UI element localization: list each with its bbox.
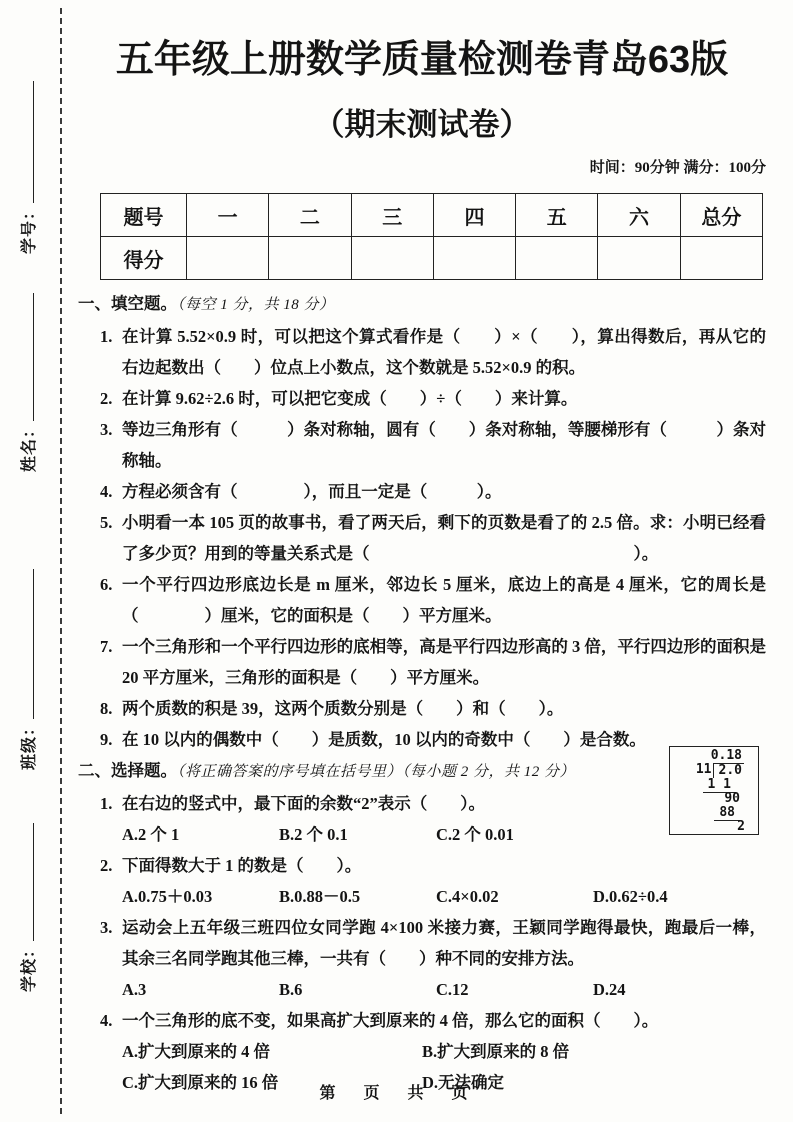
student-id-label: 学号： [21, 202, 38, 254]
score-table-cell: 四 [433, 194, 515, 237]
question-text: 一个平行四边形底边长是 m 厘米，邻边长 5 厘米，底边上的高是 4 厘米，它的周长是（ ）厘米，它的面积是（ ）平方厘米。 [122, 575, 766, 625]
options-row [78, 974, 766, 1005]
question-number: 2. [100, 389, 113, 408]
division-quotient: 0.18 [710, 748, 742, 763]
class-label: 班级： [21, 718, 38, 770]
question [78, 724, 766, 755]
options-row [78, 819, 766, 850]
question [78, 476, 766, 507]
question-text: 一个三角形和一个平行四边形的底相等，高是平行四边形高的 3 倍，平行四边形的面积是 20 平方厘米，三角形的面积是（ ）平方厘米。 [122, 637, 766, 687]
division-divisor: 11 [695, 762, 712, 777]
question-number: 3. [100, 918, 113, 937]
score-table-cell: 题号 [101, 194, 187, 237]
class-blank [29, 569, 34, 719]
question-number: 1. [100, 327, 113, 346]
question [78, 788, 766, 819]
section2-note: （将正确答案的序号填在括号里）（每小题 2 分，共 12 分） [177, 764, 576, 780]
question-text: 等边三角形有（ ）条对称轴，圆有（ ）条对称轴，等腰梯形有（ ）条对称轴。 [122, 420, 766, 470]
score-table-score-row [101, 237, 763, 280]
question [78, 1005, 766, 1036]
school-field [16, 823, 39, 992]
question-text: 在右边的竖式中，最下面的余数“2”表示（ ）。 [122, 794, 485, 813]
score-table-cell: 一 [187, 194, 269, 237]
question-number: 3. [100, 420, 113, 439]
section2-heading [78, 755, 766, 788]
question [78, 414, 766, 476]
student-name-field [16, 293, 39, 472]
division-dividend: 2.0 [713, 763, 744, 778]
option: A.0.75＋0.03 [122, 887, 213, 906]
question [78, 321, 766, 383]
section2-title: 二、选择题。 [78, 761, 177, 780]
score-cell-empty [433, 237, 515, 280]
page-subtitle: （期末测试卷） [313, 107, 531, 142]
score-cell-empty [351, 237, 433, 280]
question-number: 5. [100, 513, 113, 532]
question-text: 一个三角形的底不变，如果高扩大到原来的 4 倍，那么它的面积（ ）。 [122, 1011, 659, 1030]
division-step: 90 [724, 791, 740, 806]
question-text: 在计算 5.52×0.9 时，可以把这个算式看作是（ ）×（ ），算出得数后，再从它的右边起数出（ ）位点上小数点，这个数就是 5.52×0.9 的积。 [122, 327, 766, 377]
student-name-blank [29, 293, 34, 421]
main-content [78, 288, 766, 1098]
options-row [78, 881, 766, 912]
class-field [16, 569, 39, 770]
question [78, 631, 766, 693]
section1-heading [78, 288, 766, 321]
option: A.扩大到原来的 4 倍 [122, 1042, 271, 1061]
question-text: 下面得数大于 1 的数是（ ）。 [122, 856, 362, 875]
question-text: 小明看一本 105 页的故事书，看了两天后，剩下的页数是看了的 2.5 倍。求：小明已经看了多少页？用到的等量关系式是（ ）。 [122, 513, 766, 563]
question-text: 运动会上五年级三班四位女同学跑 4×100 米接力赛，王颖同学跑得最快，跑最后一棒，其余三名同学跑其他三棒，一共有（ ）种不同的安排方法。 [122, 918, 766, 968]
question-number: 8. [100, 699, 113, 718]
long-division-figure [669, 746, 759, 835]
score-row-label: 得分 [101, 237, 187, 280]
seal-dashed-line [60, 8, 62, 1114]
option: B.2 个 0.1 [279, 825, 348, 844]
division-step: 1 1 [670, 778, 758, 792]
score-cell-empty [269, 237, 351, 280]
option: C.扩大到原来的 16 倍 [122, 1073, 279, 1092]
option: D.24 [593, 980, 626, 999]
question-text: 在计算 9.62÷2.6 时，可以把它变成（ ）÷（ ）来计算。 [122, 389, 578, 408]
section1-note: （每空 1 分，共 18 分） [177, 297, 335, 313]
option: C.12 [436, 980, 469, 999]
question [78, 693, 766, 724]
header [78, 28, 766, 177]
page-title: 五年级上册数学质量检测卷青岛63版 [115, 39, 729, 81]
options-row [78, 1036, 766, 1067]
option: B.0.88－0.5 [279, 887, 361, 906]
score-table-cell: 六 [598, 194, 680, 237]
time-score-meta: 时间：90分钟 满分：100分 [589, 160, 766, 176]
question [78, 850, 766, 881]
question-number: 6. [100, 575, 113, 594]
option: B.扩大到原来的 8 倍 [422, 1042, 570, 1061]
score-table-cell: 五 [516, 194, 598, 237]
question-text: 方程必须含有（ ），而且一定是（ ）。 [122, 482, 502, 501]
page-footer: 第 页 共 页 [319, 1085, 474, 1102]
question-number: 4. [100, 482, 113, 501]
score-cell-empty [187, 237, 269, 280]
school-blank [29, 823, 34, 941]
score-cell-empty [680, 237, 762, 280]
score-table-cell: 二 [269, 194, 351, 237]
score-table-cell: 三 [351, 194, 433, 237]
section1-title: 一、填空题。 [78, 294, 177, 313]
question-number: 2. [100, 856, 113, 875]
option: A.2 个 1 [122, 825, 180, 844]
question [78, 507, 766, 569]
option: C.4×0.02 [436, 887, 499, 906]
student-id-field [16, 81, 39, 254]
student-id-blank [29, 81, 34, 203]
student-name-label: 姓名： [21, 420, 38, 472]
question-text: 两个质数的积是 39，这两个质数分别是（ ）和（ ）。 [122, 699, 564, 718]
question [78, 383, 766, 414]
question [78, 912, 766, 974]
score-table-header-row [101, 194, 763, 237]
question-number: 4. [100, 1011, 113, 1030]
option: C.2 个 0.01 [436, 825, 514, 844]
school-label: 学校： [21, 940, 38, 992]
division-remainder: 2 [737, 819, 745, 834]
option: A.3 [122, 980, 147, 999]
question-number: 7. [100, 637, 113, 656]
question [78, 569, 766, 631]
question-text: 在 10 以内的偶数中（ ）是质数，10 以内的奇数中（ ）是合数。 [122, 730, 646, 749]
score-table-cell: 总分 [680, 194, 762, 237]
question-number: 9. [100, 730, 113, 749]
option: B.6 [279, 980, 303, 999]
score-table [100, 193, 763, 280]
division-step: 88 [670, 806, 758, 820]
division-divisor-dividend [670, 763, 758, 778]
score-cell-empty [516, 237, 598, 280]
question-number: 1. [100, 794, 113, 813]
score-cell-empty [598, 237, 680, 280]
option: D.无法确定 [422, 1073, 505, 1092]
option: D.0.62÷0.4 [593, 887, 668, 906]
